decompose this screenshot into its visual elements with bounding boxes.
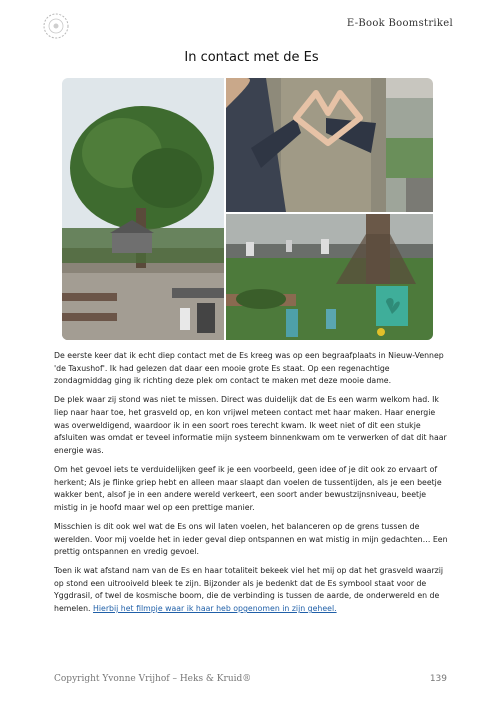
circle-logo-icon xyxy=(42,12,70,40)
paragraph: De eerste keer dat ik echt diep contact met de Es kreeg was op een begraafplaats in Nieuw-Vennep 'de Taxushof'. Ik had gelezen dat daar een mooie grote Es staat. Op een regenachtige zondagmiddag ging ik richting deze plek om contact te maken met deze mooie dame. xyxy=(54,351,444,386)
paragraph-with-link xyxy=(54,565,449,615)
footer-copyright: Copyright Yvonne Vrijhof – Heks & Kruid® xyxy=(54,674,252,684)
paragraph: Misschien is dit ook wel wat de Es ons wil laten voelen, het balanceren op de grens tussen de werelden. Voor mij voelde het in ieder geval diep ontspannen en wat mistig in mijn gedachten… Een prettig ontspannen en vredig gevoel. xyxy=(54,521,448,557)
video-link[interactable]: Hierbij het filmpje waar ik haar heb opgenomen in zijn geheel. xyxy=(93,604,337,614)
hands-heart-on-trunk-photo xyxy=(226,78,433,212)
paragraph: De plek waar zij stond was niet te missen. Direct was duidelijk dat de Es een warm welkom had. Ik liep naar haar toe, het grasveld op, en kon vrijwel meteen contact met haar maken. Haar energie was overweldigend, waardoor ik in een soort roes terecht kwam. Ik weet niet of dit een stukje afsluiten was omdat er teveel informatie mijn systeem binnenkwam om te verwerken of dat dit haar energie was. xyxy=(54,395,447,455)
cemetery-lawn-photo xyxy=(226,214,433,340)
page-title: In contact met de Es xyxy=(184,50,319,65)
paragraph-text: Toen ik wat afstand nam van de Es en haar totaliteit bekeek viel het mij op dat het grasveld waarzij op stond een uitrooiveld bleek te zijn. Bijzonder als je bedenkt dat de Es symbool staat voor de Yggdrasil, of twel de kosmische boom, die de verbinding is tussen de aarde, de onderwereld en de hemelen. xyxy=(54,566,444,614)
page-number: 139 xyxy=(429,674,447,684)
photo-collage xyxy=(62,78,433,340)
header-title: E-Book Boomstrikel xyxy=(346,18,453,29)
tree-in-cemetery-photo xyxy=(62,78,224,340)
body-text xyxy=(54,350,449,622)
paragraph: Om het gevoel iets te verduidelijken geef ik je een voorbeeld, geen idee of je dit ook zo ervaart of herkent; Als je flinke griep hebt en alleen maar slaapt dan voelen de tussentijden, als je een beetje wakker bent, alsof je in een andere wereld verkeert, een soort ander bewustzijnsniveau, beetje mistig in je hoofd maar wel op een prettige manier. xyxy=(54,464,442,512)
